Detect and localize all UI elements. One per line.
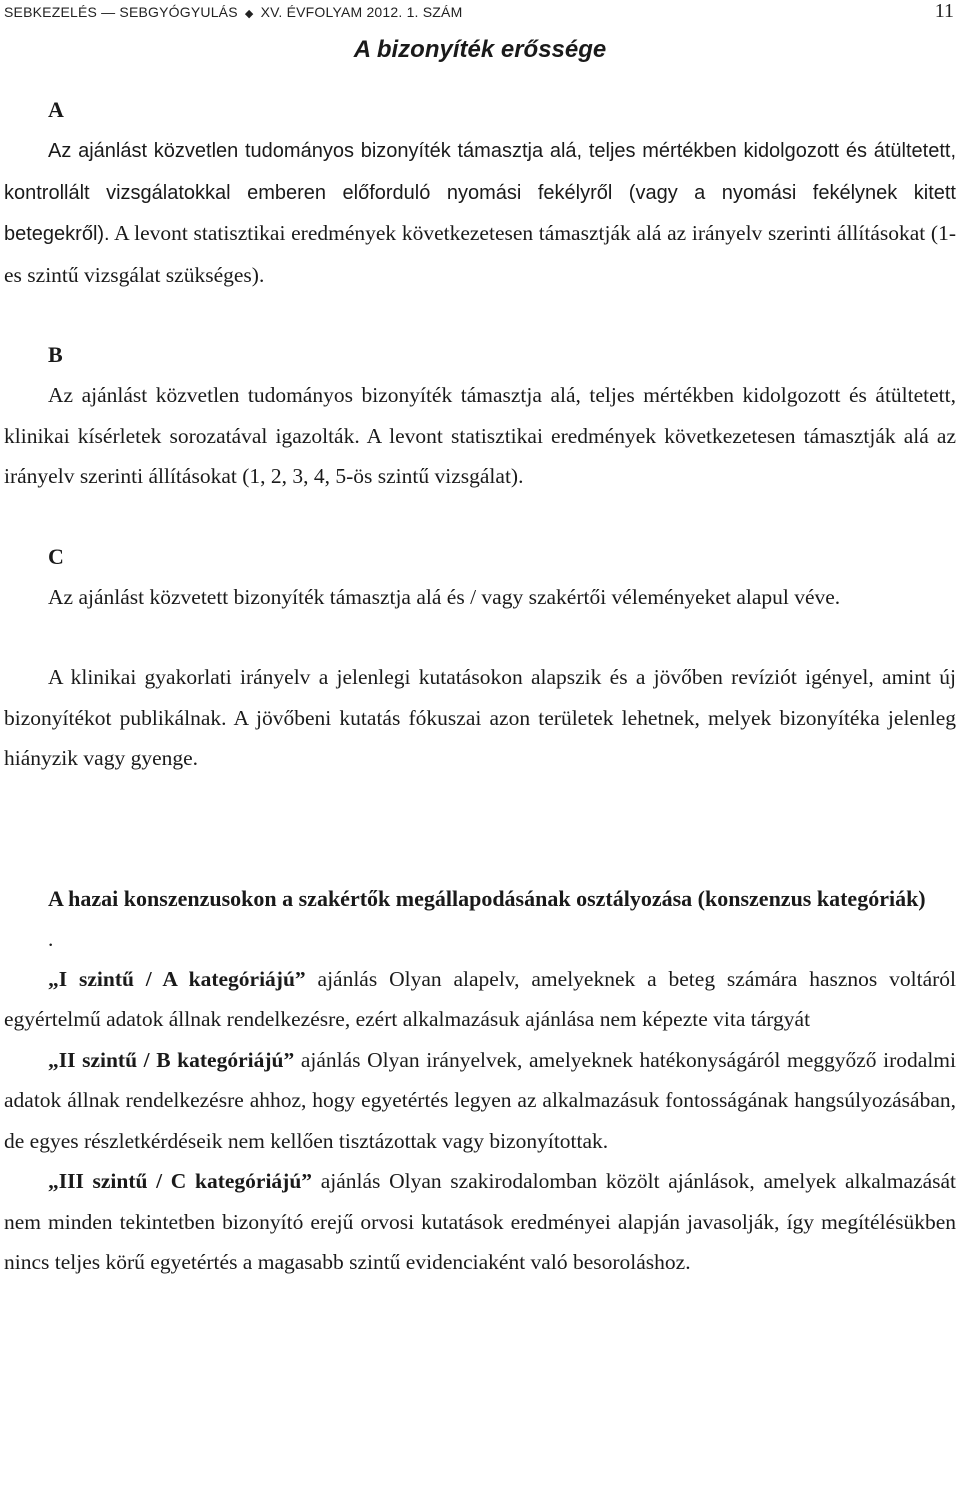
page-title: A bizonyíték erőssége [353,36,607,63]
consensus-level-3 [4,1161,956,1283]
spacer [4,295,956,335]
revision-note: A klinikai gyakorlati irányelv a jelenlegi kutatásokon alapszik és a jövőben revíziót igényel, amint új bizonyítékot publikálnak. A jövőbeni kutatás fókuszai azon területek lehetnek, melyek bizonyítéka jelenleg hiányzik vagy gyenge. [4,665,956,770]
grade-a-text-sans: Az ajánlást közvetlen tudományos bizonyíték támasztja alá, teljes mértékben kidolgozott és átültetett, kontrollált vizsgálatokkal emberen előforduló nyomási fekélyről (vagy a nyomási fekélynek kitett betegekről). [4,140,956,245]
page-number: 11 [934,0,954,22]
spacer [4,617,956,657]
consensus-level-1 [4,959,956,1040]
consensus-level-2-label: „II szintű / B kategóriájú” [48,1047,295,1072]
document-body [4,90,956,1283]
consensus-level-3-label: „III szintű / C kategóriájú” [48,1169,313,1193]
spacer [4,779,956,879]
consensus-level-2-text: ajánlás Olyan irányelvek, amelyeknek hatékonyságáról meggyőző irodalmi adatok állnak rendelkezésre ahhoz, hogy egyetértés legyen az alkalmazásuk fontosságának hangsúlyozásában, de egyes részletkérdéseik nem kellően tisztázottak vagy bizonyítottak. [4,1047,956,1153]
grade-b-letter: B [48,342,63,367]
grade-b-text: Az ajánlást közvetlen tudományos bizonyíték támasztja alá, teljes mértékben kidolgozott és átültetett, klinikai kísérletek sorozatával igazolták. A levont statisztikai eredmények következetesen támasztják alá az irányelv szerinti állításokat (1, 2, 3, 4, 5-ös szintű vizsgálat). [4,383,956,488]
consensus-heading: A hazai konszenzusokon a szakértők megállapodásának osztályozása (konszenzus kategóriák) [48,885,926,911]
grade-c-letter: C [48,543,64,569]
stray-dot: . [48,926,54,951]
consensus-level-2 [4,1040,956,1162]
running-title-right: XV. ÉVFOLYAM 2012. 1. SZÁM [260,4,463,20]
grade-a-text-serif: A levont statisztikai eredmények következetesen támasztják alá az irányelv szerinti állításokat (1-es szintű vizsgálat szükséges). [4,221,956,287]
consensus-level-3-text: ajánlás Olyan szakirodalomban közölt ajánlások, amelyek alkalmazását nem minden tekintetben bizonyító erejű orvosi kutatások eredményei alapján javasolják, így megítélésükben nincs teljes körű egyetértés a magasabb szintű evidenciaként való besoroláshoz. [4,1169,956,1274]
diamond-icon: ◆ [244,8,254,20]
spacer [4,497,956,537]
grade-a-text [4,130,956,295]
consensus-level-1-text: ajánlás Olyan alapelv, amelyeknek a beteg számára hasznos voltáról egyértelmű adatok állnak rendelkezésre, ezért alkalmazásuk ajánlása nem képezte vita tárgyát [4,966,956,1031]
running-title-left: SEBKEZELÉS — SEBGYÓGYULÁS [4,4,238,20]
running-header [0,0,960,26]
running-title [4,4,462,20]
grade-a-letter: A [48,97,64,122]
consensus-level-1-label: „I szintű / A kategóriájú” [48,966,306,991]
grade-c-text: Az ajánlást közvetett bizonyíték támasztja alá és / vagy szakértői véleményeket alapul véve. [48,584,841,609]
